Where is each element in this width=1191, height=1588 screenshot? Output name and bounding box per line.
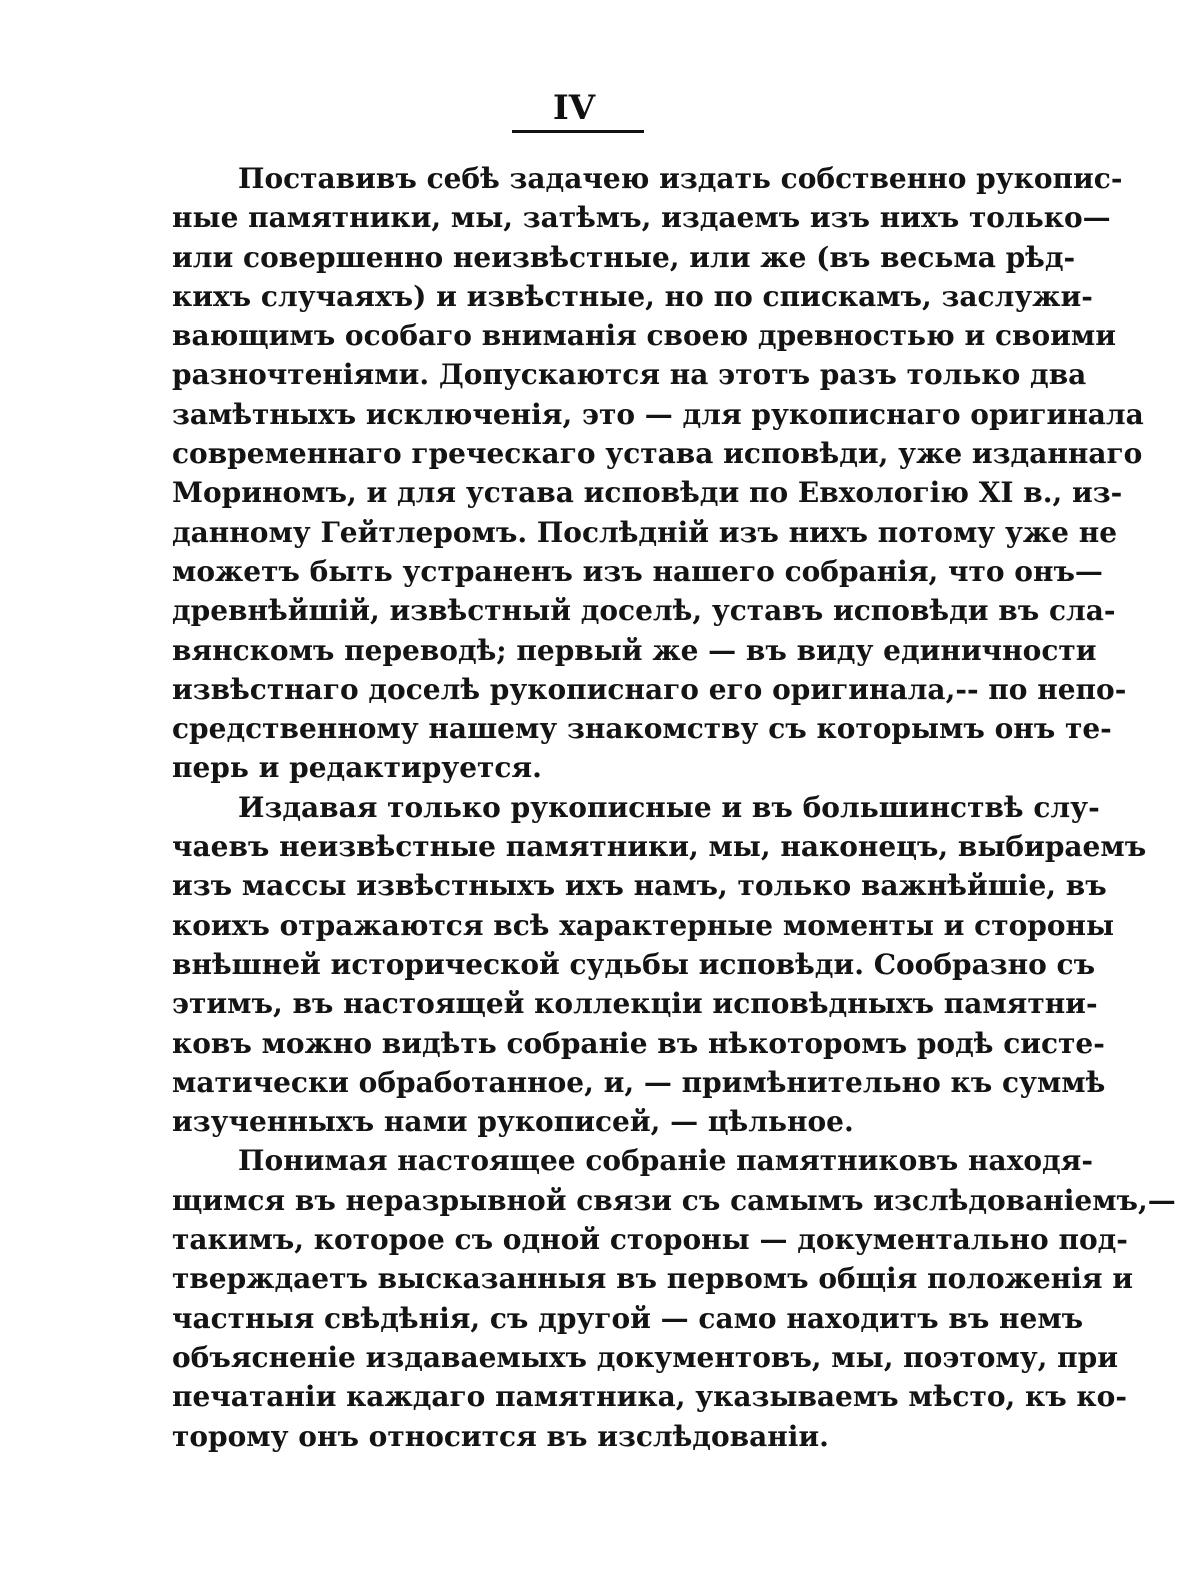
- text-line: изъ массы извѣстныхъ ихъ намъ, только важнѣйшіе, въ: [172, 869, 1107, 903]
- text-line: кихъ случаяхъ) и извѣстные, но по спискамъ, заслужи-: [172, 279, 1093, 313]
- text-line: этимъ, въ настоящей коллекціи исповѣдныхъ памятни-: [172, 987, 1098, 1021]
- text-line: или совершенно неизвѣстные, или же (въ весьма рѣд-: [172, 240, 1076, 274]
- header-rule: [512, 130, 644, 133]
- text-line: извѣстнаго доселѣ рукописнаго его оригинала,-- по непо-: [172, 672, 1127, 706]
- text-line: ные памятники, мы, затѣмъ, издаемъ изъ нихъ только—: [172, 201, 1111, 235]
- text-line: ковъ можно видѣть собраніе въ нѣкоторомъ родѣ систе-: [172, 1026, 1105, 1060]
- text-line: чаевъ неизвѣстные памятники, мы, наконецъ, выбираемъ: [172, 830, 1147, 864]
- text-line: матически обработанное, и, — примѣнительно къ суммѣ: [172, 1065, 1106, 1099]
- text-line: Поставивъ себѣ задачею издать собственно рукопис-: [238, 162, 1123, 195]
- body-text: [172, 159, 1176, 1456]
- text-line: щимся въ неразрывной связи съ самымъ изслѣдованіемъ,—: [172, 1183, 1176, 1217]
- text-line: тверждаетъ высказанныя въ первомъ общія положенія и: [172, 1262, 1134, 1296]
- text-line: Издавая только рукописные и въ большинствѣ слу-: [238, 790, 1100, 824]
- text-line: изученныхъ нами рукописей, — цѣльное.: [172, 1105, 854, 1139]
- text-line: древнѣйшій, извѣстный доселѣ, уставъ исповѣди въ сла-: [172, 594, 1116, 628]
- text-line: можетъ быть устраненъ изъ нашего собранія, что онъ—: [172, 554, 1103, 588]
- text-line: данному Гейтлеромъ. Послѣдній изъ нихъ потому уже не: [172, 515, 1118, 549]
- text-line: разночтеніями. Допускаются на этотъ разъ только два: [172, 358, 1087, 392]
- text-line: торому онъ относится въ изслѣдованіи.: [172, 1419, 829, 1453]
- text-line: вающимъ особаго вниманія своею древностью и своими: [172, 319, 1117, 353]
- text-line: печатаніи каждаго памятника, указываемъ мѣсто, къ ко-: [172, 1380, 1127, 1414]
- text-line: частныя свѣдѣнія, съ другой — само находитъ въ немъ: [172, 1301, 1084, 1335]
- text-line: вянскомъ переводѣ; первый же — въ виду единичности: [172, 633, 1097, 667]
- text-line: внѣшней исторической судьбы исповѣди. Сообразно съ: [172, 947, 1096, 981]
- text-line: объясненіе издаваемыхъ документовъ, мы, поэтому, при: [172, 1340, 1119, 1374]
- text-line: замѣтныхъ исключенія, это — для рукописнаго оригинала: [172, 397, 1144, 431]
- text-line: перь и редактируется.: [172, 751, 542, 785]
- text-line: такимъ, которое съ одной стороны — документально под-: [172, 1223, 1128, 1257]
- text-line: Понимая настоящее собраніе памятниковъ находя-: [238, 1144, 1093, 1178]
- text-line: Мориномъ, и для устава исповѣди по Евхологію XI в., из-: [172, 476, 1123, 510]
- text-line: средственному нашему знакомству съ которымъ онъ те-: [172, 712, 1112, 746]
- page-number: IV: [552, 88, 596, 128]
- text-line: современнаго греческаго устава исповѣди, уже изданнаго: [172, 437, 1143, 471]
- text-line: коихъ отражаются всѣ характерные моменты и стороны: [172, 908, 1115, 942]
